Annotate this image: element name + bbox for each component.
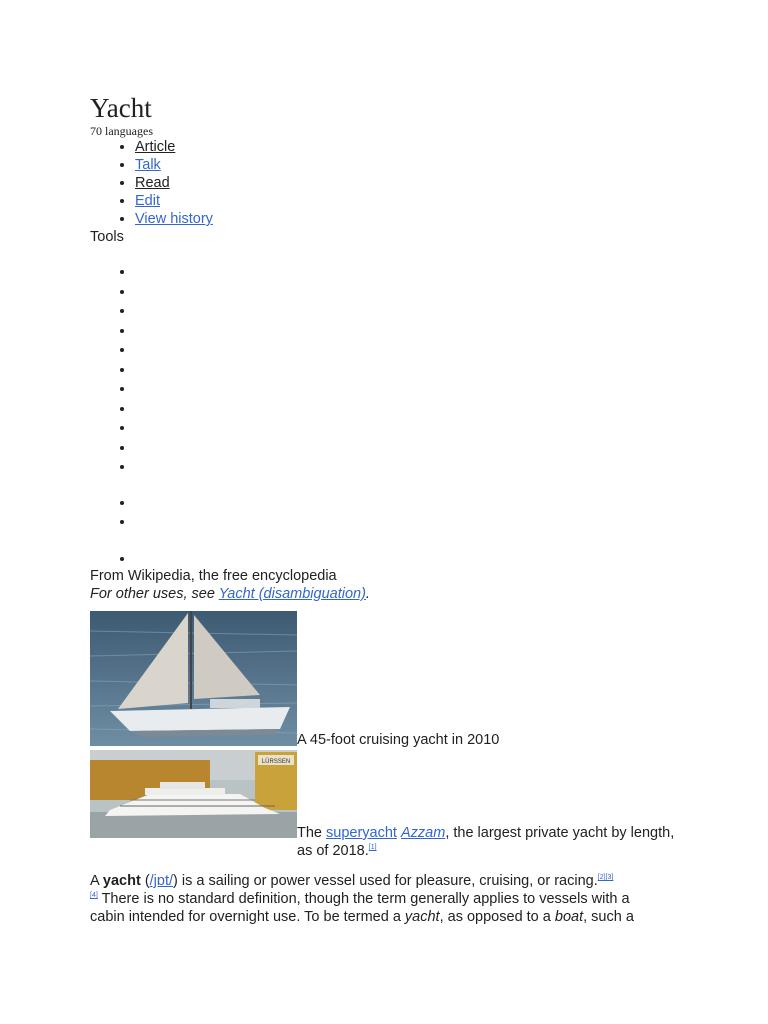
page-tabs [90, 138, 690, 228]
list-item[interactable] [135, 381, 690, 401]
list-item[interactable] [135, 303, 690, 323]
hatnote-prefix: For other uses, see [90, 586, 219, 602]
list-item[interactable] [135, 401, 690, 421]
superyacht-image[interactable] [90, 750, 297, 838]
intro-text: , such a [583, 909, 634, 925]
page-title: Yacht [90, 93, 152, 123]
reference-link[interactable]: [4] [90, 892, 98, 900]
superyacht-link[interactable]: superyacht [326, 825, 397, 841]
intro-text: ) is a sailing or power vessel used for pleasure, cruising, or racing. [173, 873, 598, 889]
tools-menu[interactable]: Tools [90, 229, 124, 245]
figure-caption: A 45-foot cruising yacht in 2010 [297, 732, 500, 748]
list-item[interactable] [135, 362, 690, 382]
site-tagline: From Wikipedia, the free encyclopedia [90, 568, 337, 584]
caption-text: The [297, 825, 327, 841]
list-item[interactable] [135, 342, 690, 362]
list-item[interactable] [135, 495, 690, 515]
list-item[interactable] [135, 264, 690, 284]
list-item[interactable] [135, 459, 690, 479]
figure-cruising-yacht [90, 611, 690, 746]
hatnote [90, 585, 690, 603]
cruising-yacht-image[interactable] [90, 611, 297, 746]
intro-text: A [90, 873, 103, 889]
caption-text: , the largest private yacht by length, as of 2018. [297, 825, 675, 859]
language-selector[interactable]: 70 languages [90, 124, 153, 138]
tab-article[interactable] [135, 138, 690, 156]
reference-link[interactable]: [2][3] [597, 874, 614, 882]
list-item[interactable] [135, 420, 690, 440]
tab-talk-link[interactable]: Talk [135, 157, 161, 173]
tab-article-link[interactable]: Article [135, 139, 176, 155]
article-content [90, 92, 690, 926]
intro-text: There is no standard definition, though the term generally applies to vessels with a cabin intended for overnight use. To be termed a [90, 891, 630, 925]
tab-read-link[interactable]: Read [135, 175, 170, 191]
ipa-link[interactable]: /jɒt/ [149, 873, 174, 889]
list-item[interactable] [135, 514, 690, 534]
figure-superyacht [90, 750, 690, 842]
tab-view-history-link[interactable]: View history [135, 211, 213, 227]
list-item[interactable] [135, 284, 690, 304]
reference-link[interactable]: [1] [368, 844, 377, 852]
azzam-link[interactable]: Azzam [400, 825, 446, 841]
disambiguation-link[interactable]: Yacht (disambiguation) [218, 586, 366, 602]
intro-italic-term: yacht [404, 909, 440, 925]
tab-read[interactable] [135, 174, 690, 192]
tab-view-history[interactable] [135, 210, 690, 228]
intro-bold-term: yacht [102, 873, 141, 889]
tab-edit[interactable] [135, 192, 690, 210]
list-item[interactable] [135, 323, 690, 343]
intro-italic-term: boat [554, 909, 584, 925]
list-item[interactable] [135, 440, 690, 460]
tab-talk[interactable] [135, 156, 690, 174]
intro-text: , as opposed to a [439, 909, 555, 925]
intro-paragraph [90, 872, 665, 926]
tab-edit-link[interactable]: Edit [135, 193, 160, 209]
shipyard-sign: LÜRSSEN [261, 759, 291, 765]
tools-list [90, 264, 690, 570]
hatnote-suffix: . [365, 586, 370, 602]
intro-text: ( [140, 873, 150, 889]
